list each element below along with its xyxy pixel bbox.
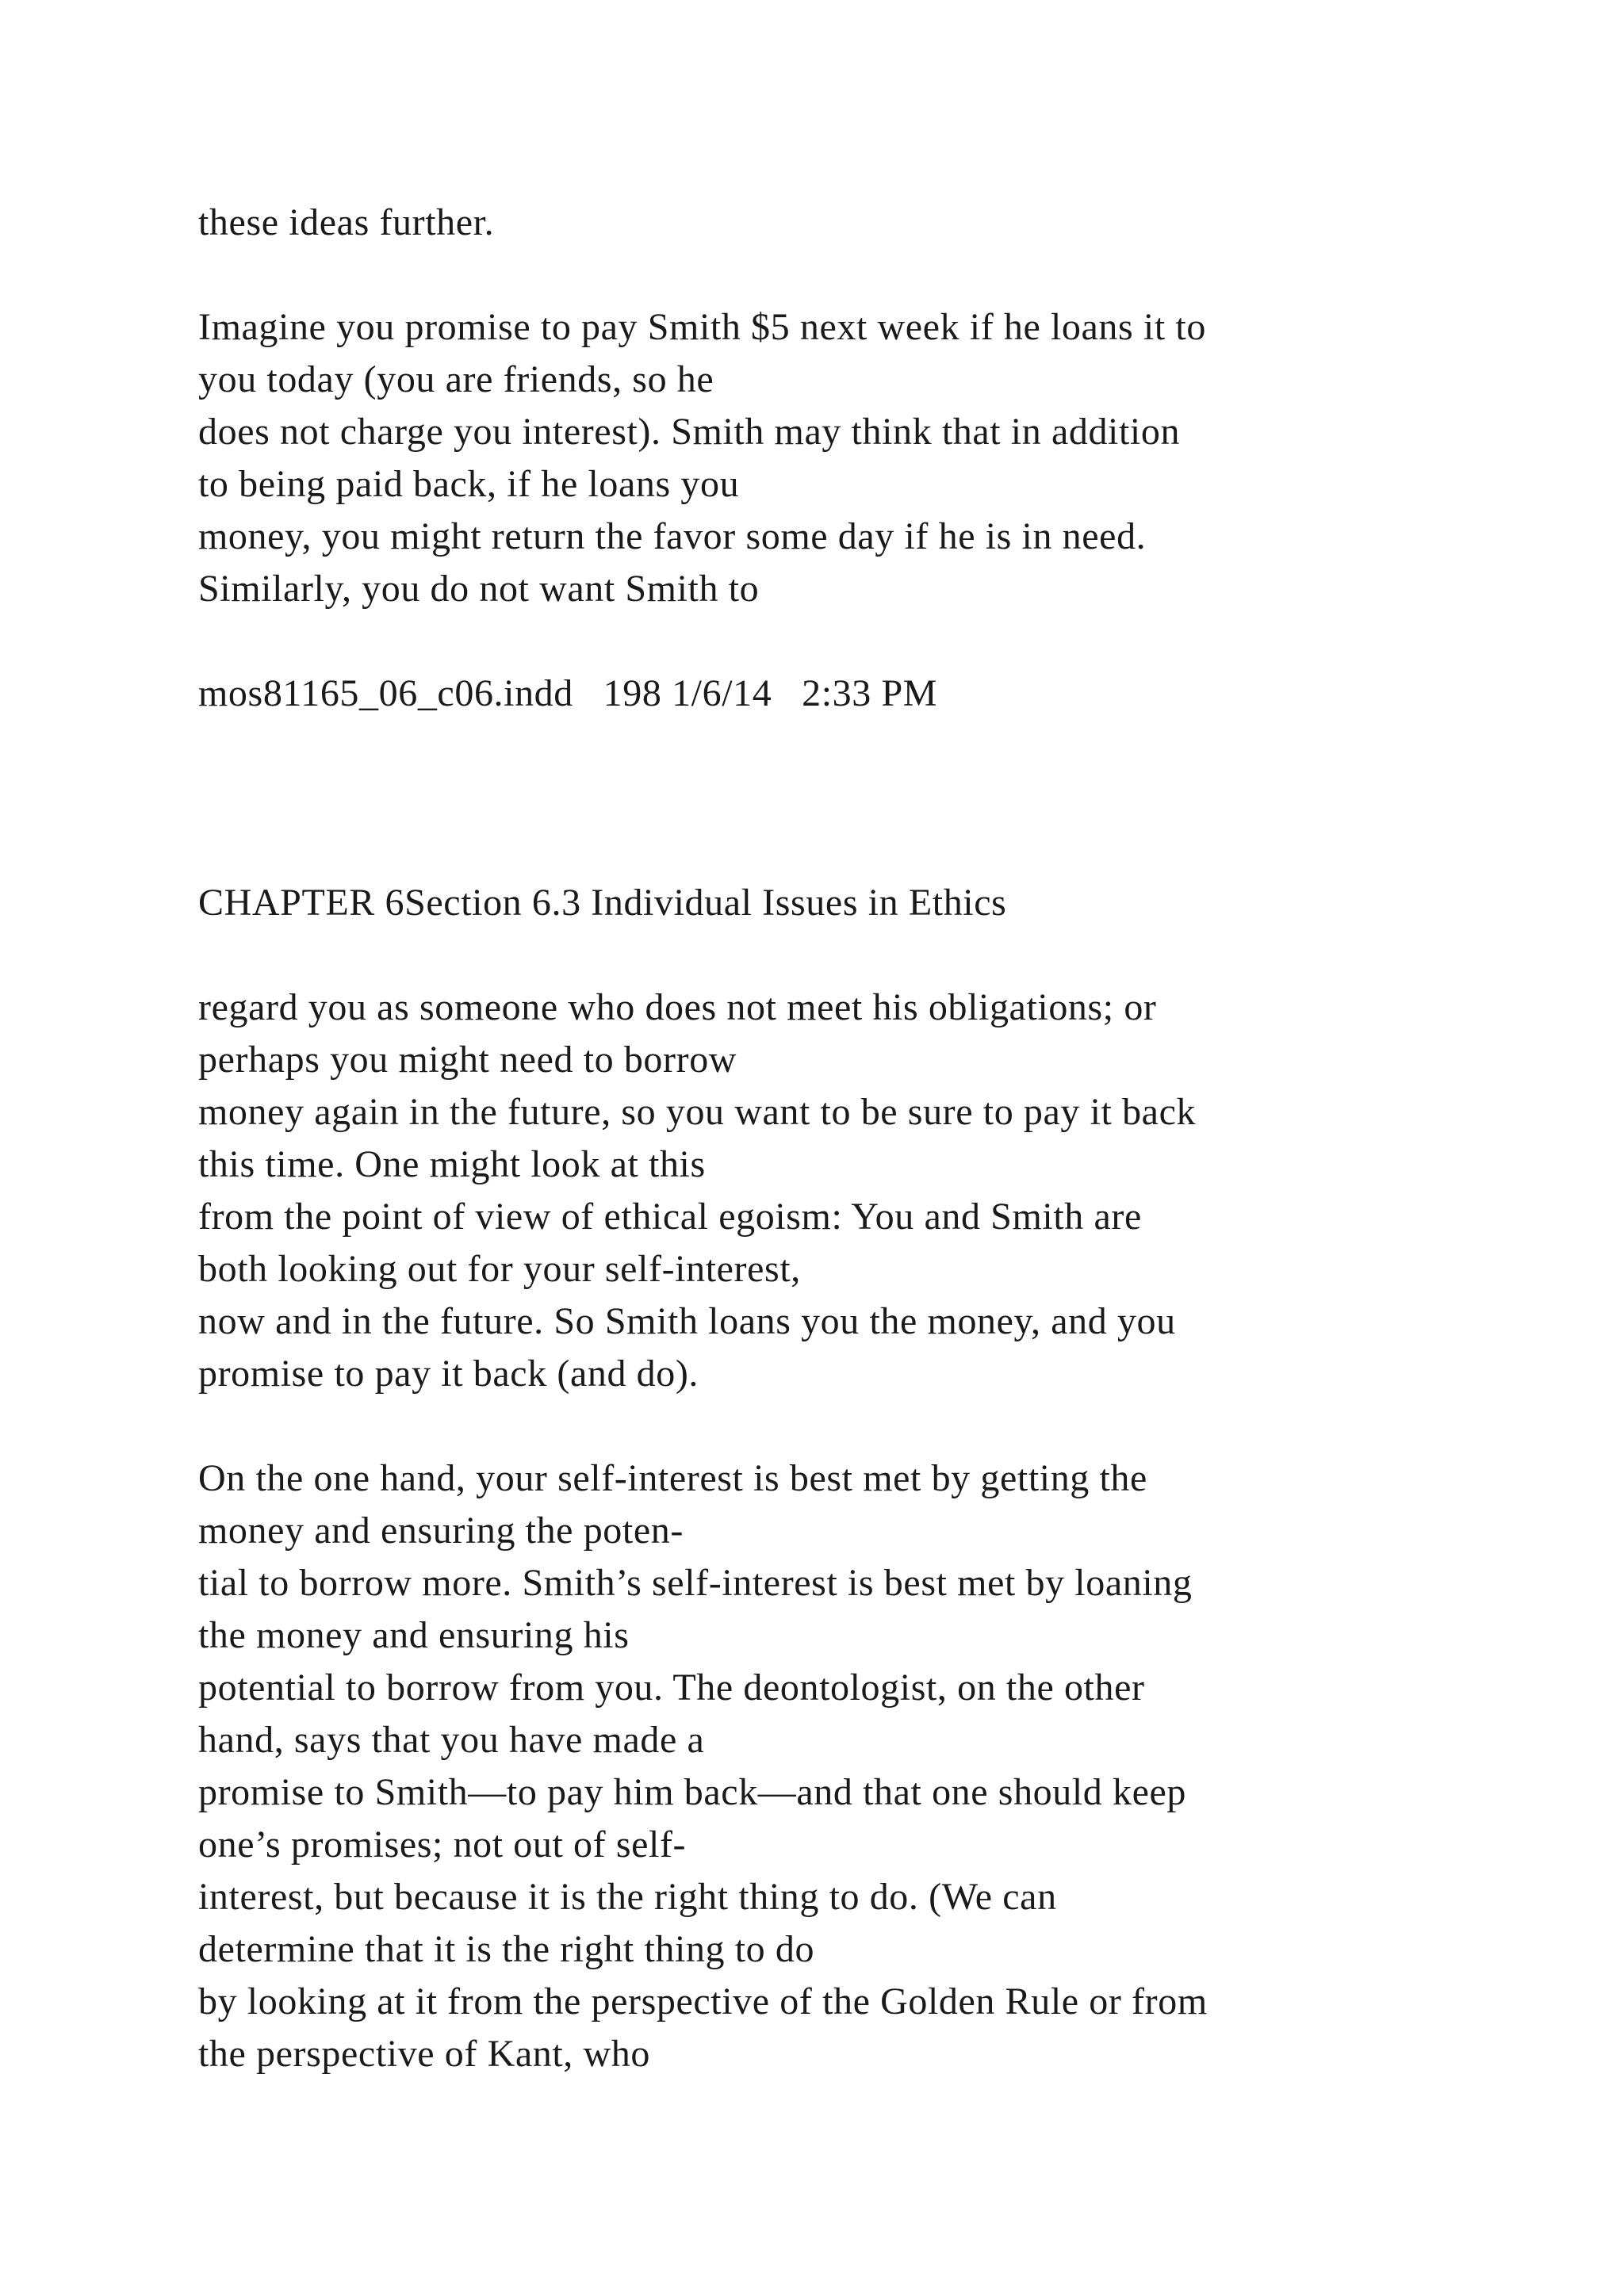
text-line: these ideas further. [198, 201, 495, 243]
text-line: both looking out for your self-interest, [198, 1248, 801, 1290]
text-line: Similarly, you do not want Smith to [198, 568, 760, 610]
text-line: promise to pay it back (and do). [198, 1353, 699, 1395]
footer-line: mos81165_06_c06.indd 198 1/6/14 2:33 PM [198, 672, 938, 714]
text-line: this time. One might look at this [198, 1143, 706, 1185]
text-line: potential to borrow from you. The deontologist, on the other [198, 1667, 1145, 1709]
text-line: interest, but because it is the right thing to do. (We can [198, 1876, 1057, 1918]
text-line: hand, says that you have made a [198, 1719, 705, 1761]
running-header [198, 877, 1594, 929]
text-line: Imagine you promise to pay Smith $5 next week if he loans it to [198, 306, 1206, 348]
text-line: one’s promises; not out of self- [198, 1823, 687, 1866]
text-line: promise to Smith—to pay him back—and that one should keep [198, 1771, 1187, 1813]
text-line: money, you might return the favor some day if he is in need. [198, 515, 1147, 557]
paragraph-deontology [198, 1452, 1594, 2080]
text-line: the money and ensuring his [198, 1614, 630, 1656]
text-line: tial to borrow more. Smith’s self-interest is best met by loaning [198, 1562, 1193, 1604]
text-line: On the one hand, your self-interest is best met by getting the [198, 1457, 1147, 1499]
text-line: determine that it is the right thing to do [198, 1928, 815, 1970]
text-line: you today (you are friends, so he [198, 358, 714, 400]
text-line: regard you as someone who does not meet his obligations; or [198, 986, 1157, 1028]
text-line: money and ensuring the poten- [198, 1510, 684, 1552]
text-line: perhaps you might need to borrow [198, 1039, 737, 1081]
text-line: now and in the future. So Smith loans you the money, and you [198, 1300, 1176, 1342]
text-line: money again in the future, so you want to be sure to pay it back [198, 1091, 1197, 1133]
text-line: by looking at it from the perspective of the Golden Rule or from [198, 1980, 1208, 2022]
header-line: CHAPTER 6Section 6.3 Individual Issues in Ethics [198, 882, 1007, 924]
paragraph-loan-example [198, 301, 1594, 615]
page-footer-slug [198, 668, 1594, 720]
text-line: to being paid back, if he loans you [198, 463, 740, 505]
paragraph-continuation [198, 197, 1594, 249]
text-line: the perspective of Kant, who [198, 2033, 650, 2075]
text-line: from the point of view of ethical egoism: You and Smith are [198, 1196, 1142, 1238]
paragraph-obligations [198, 982, 1594, 1400]
text-line: does not charge you interest). Smith may think that in addition [198, 411, 1181, 453]
